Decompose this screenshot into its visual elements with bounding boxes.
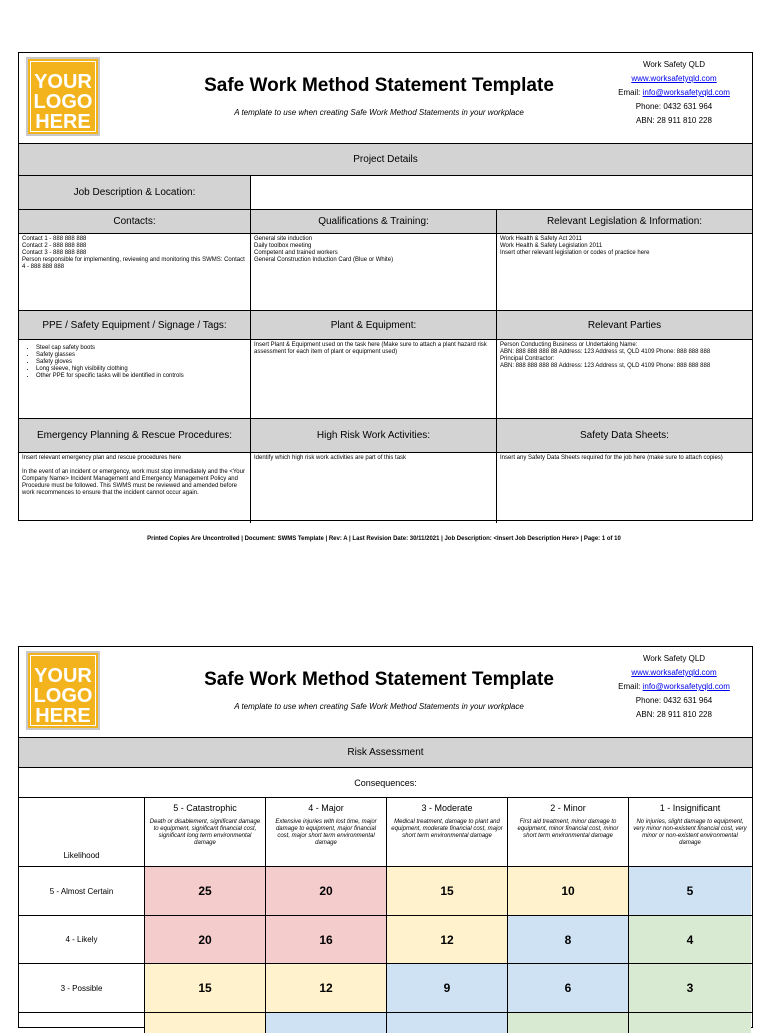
ppe-header-row bbox=[19, 311, 752, 340]
company-abn: ABN: 28 911 810 228 bbox=[636, 710, 712, 719]
risk-row-likely bbox=[19, 916, 752, 964]
risk-score: 6 bbox=[508, 964, 629, 1012]
document-subtitle: A template to use when creating Safe Work Method Statements in your workplace bbox=[234, 702, 524, 711]
consequence-desc: First aid treatment, minor damage to equipment, minor financial cost, minor short term environmental damage bbox=[517, 819, 619, 839]
consequence-desc: No injuries, slight damage to equipment, very minor non-existent financial cost, very minor or non-existent environmental damage bbox=[633, 819, 747, 846]
risk-row-partial bbox=[19, 1013, 752, 1033]
parties-label: Relevant Parties bbox=[497, 311, 752, 339]
emergency-text[interactable] bbox=[19, 453, 251, 523]
consequence-title: 5 - Catastrophic bbox=[173, 803, 237, 813]
page-header bbox=[19, 647, 752, 738]
logo-line: LOGO bbox=[33, 685, 93, 707]
company-phone: Phone: 0432 631 964 bbox=[635, 696, 713, 705]
risk-score bbox=[266, 1013, 387, 1033]
company-info bbox=[599, 58, 749, 128]
risk-row-almost-certain bbox=[19, 867, 752, 916]
likelihood-label: 5 - Almost Certain bbox=[19, 867, 145, 915]
text-line: Work Health & Safety Legislation 2011 bbox=[500, 243, 603, 249]
company-name: Work Safety QLD bbox=[642, 654, 706, 663]
page-header bbox=[19, 53, 752, 144]
text-line: Daily toolbox meeting bbox=[254, 243, 312, 249]
consequence-major bbox=[266, 798, 387, 866]
list-item: • Steel cap safety boots bbox=[36, 345, 247, 352]
text-line: Insert any Safety Data Sheets required for the job here (make sure to attach copies) bbox=[500, 455, 723, 461]
text-line: Insert Plant & Equipment used on the task here (Make sure to attach a plant hazard risk assessment for each item of plant or equipment used) bbox=[254, 342, 487, 355]
risk-score: 15 bbox=[145, 964, 266, 1012]
document-page-2 bbox=[18, 646, 753, 1028]
email-link[interactable]: info@worksafetyqld.com bbox=[642, 682, 730, 691]
ppe-text[interactable] bbox=[19, 340, 251, 418]
emergency-header-row bbox=[19, 419, 752, 453]
risk-score: 4 bbox=[629, 916, 751, 963]
text-line: Contact 1 - 888 888 888 bbox=[22, 236, 87, 242]
text-line: Identify which high risk work activities are part of this task bbox=[254, 455, 407, 461]
company-abn: ABN: 28 911 810 228 bbox=[636, 116, 712, 125]
text-line: Person Conducting Business or Undertaking Name: bbox=[500, 342, 638, 348]
emergency-label: Emergency Planning & Rescue Procedures: bbox=[19, 419, 251, 452]
risk-row-possible bbox=[19, 964, 752, 1013]
consequence-moderate bbox=[387, 798, 508, 866]
text-line: Insert relevant emergency plan and rescue procedures here bbox=[22, 455, 182, 461]
logo-line: LOGO bbox=[33, 91, 93, 113]
risk-score: 20 bbox=[145, 916, 266, 963]
risk-score: 20 bbox=[266, 867, 387, 915]
qualifications-text[interactable] bbox=[251, 234, 497, 310]
consequence-header-row bbox=[19, 798, 752, 867]
likelihood-label: 4 - Likely bbox=[19, 916, 145, 963]
plant-text[interactable] bbox=[251, 340, 497, 418]
document-title: Safe Work Method Statement Template bbox=[204, 75, 554, 96]
risk-score bbox=[387, 1013, 508, 1033]
email-link[interactable]: info@worksafetyqld.com bbox=[642, 88, 730, 97]
contacts-body-row bbox=[19, 234, 752, 311]
text-line: Contact 2 - 888 888 888 bbox=[22, 243, 87, 249]
highrisk-text[interactable] bbox=[251, 453, 497, 523]
text-line: In the event of an incident or emergency, work must stop immediately and the <Your Company Name> Incident Management and Emergency Management Policy and Procedure must be followed. This SWMS must be reviewed and amended before work recommences to ensure that the incident cannot occur again. bbox=[22, 469, 245, 496]
risk-score: 10 bbox=[508, 867, 629, 915]
consequence-title: 1 - Insignificant bbox=[659, 803, 721, 813]
text-line: Competent and trained workers bbox=[254, 250, 338, 256]
document-page-1 bbox=[18, 52, 753, 521]
company-logo bbox=[26, 651, 100, 730]
legislation-text[interactable] bbox=[497, 234, 752, 310]
consequence-title: 3 - Moderate bbox=[421, 803, 473, 813]
job-description-row bbox=[19, 176, 752, 210]
legislation-label: Relevant Legislation & Information: bbox=[497, 210, 752, 233]
risk-score bbox=[629, 1013, 751, 1033]
text-line: Person responsible for implementing, reviewing and monitoring this SWMS: Contact 4 - 888 888 888 bbox=[22, 257, 245, 270]
highrisk-label: High Risk Work Activities: bbox=[251, 419, 497, 452]
email-label: Email: bbox=[618, 88, 641, 97]
document-title: Safe Work Method Statement Template bbox=[204, 669, 554, 690]
text-line: Insert other relevant legislation or codes of practice here bbox=[500, 250, 650, 256]
risk-score: 12 bbox=[266, 964, 387, 1012]
text-line: Work Health & Safety Act 2011 bbox=[500, 236, 582, 242]
likelihood-label bbox=[19, 1013, 145, 1033]
consequence-title: 4 - Major bbox=[308, 803, 344, 813]
logo-line: YOUR bbox=[34, 71, 92, 93]
company-info bbox=[599, 652, 749, 722]
job-description-field[interactable] bbox=[251, 176, 752, 209]
consequence-insignificant bbox=[629, 798, 751, 866]
company-phone: Phone: 0432 631 964 bbox=[635, 102, 713, 111]
text-line: ABN: 888 888 888 88 Address: 123 Address st, QLD 4109 Phone: 888 888 888 bbox=[500, 349, 711, 355]
risk-score: 15 bbox=[387, 867, 508, 915]
contacts-label: Contacts: bbox=[19, 210, 251, 233]
ppe-label: PPE / Safety Equipment / Signage / Tags: bbox=[19, 311, 251, 339]
plant-label: Plant & Equipment: bbox=[251, 311, 497, 339]
consequences-heading: Consequences: bbox=[19, 768, 752, 798]
consequence-desc: Death or disablement, significant damage to equipment, significant financial cost, significant long term environmental damage bbox=[149, 819, 261, 846]
risk-score: 3 bbox=[629, 964, 751, 1012]
consequence-desc: Medical treatment, damage to plant and equipment, moderate financial cost, major short term environmental damage bbox=[391, 819, 503, 839]
company-name: Work Safety QLD bbox=[642, 60, 706, 69]
sds-label: Safety Data Sheets: bbox=[497, 419, 752, 452]
contacts-header-row bbox=[19, 210, 752, 234]
text-line: General site induction bbox=[254, 236, 313, 242]
website-link[interactable]: www.worksafetyqld.com bbox=[631, 668, 717, 677]
risk-score: 8 bbox=[508, 916, 629, 963]
consequence-minor bbox=[508, 798, 629, 866]
risk-score bbox=[508, 1013, 629, 1033]
risk-score: 16 bbox=[266, 916, 387, 963]
parties-text[interactable] bbox=[497, 340, 752, 418]
ppe-body-row bbox=[19, 340, 752, 419]
risk-score: 9 bbox=[387, 964, 508, 1012]
logo-line: HERE bbox=[35, 705, 91, 727]
risk-score: 5 bbox=[629, 867, 751, 915]
list-item: • Safety gloves bbox=[36, 359, 247, 366]
consequence-desc: Extensive injuries with lost time, major damage to equipment, major financial cost, major short term environmental damage bbox=[275, 819, 377, 846]
list-item: • Long sleeve, high visibility clothing bbox=[36, 366, 247, 373]
risk-score: 25 bbox=[145, 867, 266, 915]
likelihood-label: 3 - Possible bbox=[19, 964, 145, 1012]
risk-score bbox=[145, 1013, 266, 1033]
text-line: Principal Contractor: bbox=[500, 356, 555, 362]
consequence-title: 2 - Minor bbox=[550, 803, 586, 813]
logo-line: YOUR bbox=[34, 665, 92, 687]
qualifications-label: Qualifications & Training: bbox=[251, 210, 497, 233]
company-logo bbox=[26, 57, 100, 136]
email-label: Email: bbox=[618, 682, 641, 691]
ppe-list bbox=[36, 345, 247, 380]
likelihood-label: Likelihood bbox=[19, 798, 145, 866]
project-details-heading: Project Details bbox=[19, 144, 752, 176]
logo-line: HERE bbox=[35, 111, 91, 133]
risk-score: 12 bbox=[387, 916, 508, 963]
consequence-catastrophic bbox=[145, 798, 266, 866]
sds-text[interactable] bbox=[497, 453, 752, 523]
website-link[interactable]: www.worksafetyqld.com bbox=[631, 74, 717, 83]
list-item: • Safety glasses bbox=[36, 352, 247, 359]
text-line: General Construction Induction Card (Blue or White) bbox=[254, 257, 394, 263]
text-line: ABN: 888 888 888 88 Address: 123 Address st, QLD 4109 Phone: 888 888 888 bbox=[500, 363, 711, 369]
text-line: Contact 3 - 888 888 888 bbox=[22, 250, 87, 256]
list-item: • Other PPE for specific tasks will be identified in controls bbox=[36, 373, 247, 380]
document-subtitle: A template to use when creating Safe Work Method Statements in your workplace bbox=[234, 108, 524, 117]
emergency-body-row bbox=[19, 453, 752, 523]
job-description-label: Job Description & Location: bbox=[19, 176, 251, 209]
page-footer: Printed Copies Are Uncontrolled | Document: SWMS Template | Rev: A | Last Revision Date: 30/11/2021 | Job Description: <Insert Job Description Here> | Page: 1 of 10 bbox=[147, 536, 621, 542]
risk-assessment-heading: Risk Assessment bbox=[19, 738, 752, 768]
contacts-text[interactable] bbox=[19, 234, 251, 310]
